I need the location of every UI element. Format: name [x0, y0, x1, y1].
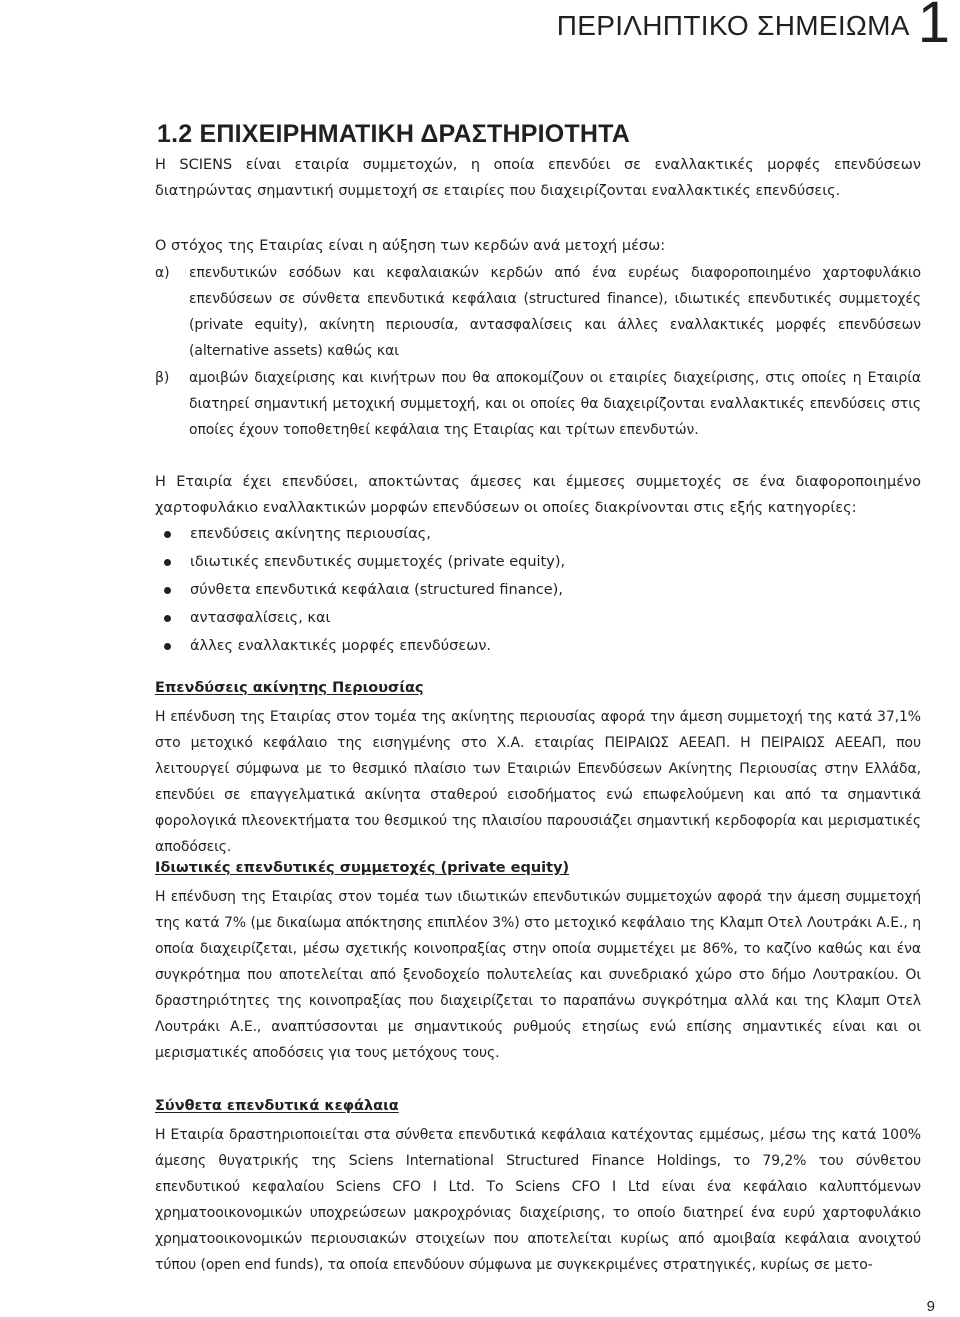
objective-item-b-text: αμοιβών διαχείρισης και κινήτρων που θα αποκομίζουν οι εταιρίες διαχείρισης, στις οποίες η Εταιρία διατηρεί σημαντική μετοχική συμμετοχή, και οι οποίες θα διαχειρίζονται εναλλακτικές επενδύσεις στις οποίες έχουν τοποθετηθεί κεφάλαια της Εταιρίας και τρίτων επενδυτών.	[189, 370, 921, 438]
private-equity-heading: Ιδιωτικές επενδυτικές συμμετοχές (private equity)	[155, 860, 570, 876]
page-number: 9	[926, 1298, 935, 1315]
objective-lead: Ο στόχος της Εταιρίας είναι η αύξηση των κερδών ανά μετοχή μέσω:	[155, 238, 666, 254]
category-list	[155, 520, 565, 660]
list-item-text: επενδύσεις ακίνητης περιουσίας,	[190, 526, 431, 542]
bullet-icon	[164, 643, 171, 650]
structured-finance-paragraph: Η Εταιρία δραστηριοποιείται στα σύνθετα επενδυτικά κεφάλαια κατέχοντας εμμέσως, μέσω της κατά 100% άμεσης θυγατρικής της Sciens International Structured Finance Holdings, το 79,2% του σύνθετου επενδυτικού κεφαλαίου Sciens CFO I Ltd. Το Sciens CFO I Ltd είναι ένα κεφάλαιο καλυπτόμενων χρηματοοικονομικών υποχρεώσεων μακροχρόνιας διαχείρισης, το οποίο διατηρεί ένα ευρύ χαρτοφυλάκιο χρηματοοικονομικών περιουσιακών στοιχείων που αποτελείται κυρίως από αμοιβαία κεφάλαια ανοιχτού τύπου (open end funds), τα οποία επενδύουν σύμφωνα με συγκεκριμένες στρατηγικές, κυρίως σε μετο-	[155, 1127, 921, 1273]
real-estate-paragraph: Η επένδυση της Εταιρίας στον τομέα της ακίνητης περιουσίας αφορά την άμεση συμμετοχή της κατά 37,1% στο μετοχικό κεφάλαιο της εισηγμένης στο Χ.Α. εταιρίας ΠΕΙΡΑΙΩΣ ΑΕΕΑΠ. Η ΠΕΙΡΑΙΩΣ ΑΕΕΑΠ, που λειτουργεί σύμφωνα με το θεσμικό πλαίσιο των Εταιριών Επενδύσεων Ακίνητης Περιουσίας στην Ελλάδα, επενδύει σε επαγγελματικά ακίνητα σταθερού εισοδήματος ενώ επωφελούμενη και από τα σημαντικά φορολογικά πλεονεκτήματα του θεσμικού της πλαισίου παρουσιάζει σημαντική κερδοφορία και μερισματικές αποδόσεις.	[155, 709, 921, 855]
private-equity-paragraph: Η επένδυση της Εταιρίας στον τομέα των ιδιωτικών επενδυτικών συμμετοχών αφορά την άμεση συμμετοχή της κατά 7% (με δικαίωμα απόκτησης επιπλέον 3%) στο μετοχικό κεφάλαιο της Κλαμπ Οτελ Λουτράκι Α.Ε., η οποία διαχειρίζεται, μέσω σχετικής κοινοπραξίας στην οποία συμμετέχει με 86%, το καζίνο καθώς και ένα συγκρότημα που αποτελείται από ξενοδοχείο πολυτελείας και συνεδριακό χώρο στο δήμο Λουτρακίου. Οι δραστηριότητες της κοινοπραξίας που διαχειρίζεται το παραπάνω συγκρότημα αλλά και της Κλαμπ Οτελ Λουτράκι Α.Ε., αναπτύσσονται με σημαντικούς ρυθμούς ετησίως ενώ επίσης σημαντικές είναι και οι μερισματικές αποδόσεις για τους μετόχους τους.	[155, 889, 921, 1061]
structured-finance-heading: Σύνθετα επενδυτικά κεφάλαια	[155, 1098, 399, 1114]
list-item	[155, 548, 565, 576]
intro-paragraph: Η SCIENS είναι εταιρία συμμετοχών, η οποία επενδύει σε εναλλακτικές μορφές επενδύσεων διατηρώντας σημαντική συμμετοχή σε εταιρίες που διαχειρίζονται εναλλακτικές επενδύσεις.	[155, 157, 921, 199]
list-item	[155, 604, 565, 632]
list-item	[155, 576, 565, 604]
bullet-icon	[164, 615, 171, 622]
portfolio-paragraph: Η Εταιρία έχει επενδύσει, αποκτώντας άμεσες και έμμεσες συμμετοχές σε ένα διαφοροποιημένο χαρτοφυλάκιο εναλλακτικών μορφών επενδύσεων οι οποίες διακρίνονται στις εξής κατηγορίες:	[155, 474, 921, 516]
bullet-icon	[164, 559, 171, 566]
list-item	[155, 632, 565, 660]
list-item-text: αντασφαλίσεις, και	[190, 610, 331, 626]
real-estate-heading: Επενδύσεις ακίνητης Περιουσίας	[155, 680, 424, 696]
bullet-icon	[164, 587, 171, 594]
list-item	[155, 520, 565, 548]
objective-item-b	[155, 365, 921, 443]
objective-item-b-label: β)	[155, 370, 170, 386]
bullet-icon	[164, 531, 171, 538]
header-title: ΠΕΡΙΛΗΠΤΙΚΟ ΣΗΜΕΙΩΜΑ	[556, 10, 910, 41]
chapter-number: 1	[917, 0, 950, 55]
list-item-text: άλλες εναλλακτικές μορφές επενδύσεων.	[190, 638, 492, 654]
objective-item-a-label: α)	[155, 265, 170, 281]
page-header	[556, 0, 950, 55]
objective-item-a	[155, 260, 921, 364]
section-title: 1.2 ΕΠΙΧΕΙΡΗΜΑΤΙΚΗ ΔΡΑΣΤΗΡΙΟΤΗΤΑ	[157, 120, 630, 148]
list-item-text: ιδιωτικές επενδυτικές συμμετοχές (private equity),	[190, 554, 566, 570]
list-item-text: σύνθετα επενδυτικά κεφάλαια (structured finance),	[190, 582, 563, 598]
objective-item-a-text: επενδυτικών εσόδων και κεφαλαιακών κερδών από ένα ευρέως διαφοροποιημένο χαρτοφυλάκιο επενδύσεων σε σύνθετα επενδυτικά κεφάλαια (structured finance), ιδιωτικές επενδυτικές συμμετοχές (private equity), ακίνητη περιουσία, αντασφαλίσεις και άλλες εναλλακτικές μορφές επενδύσεων (alternative assets) καθώς και	[189, 265, 921, 359]
